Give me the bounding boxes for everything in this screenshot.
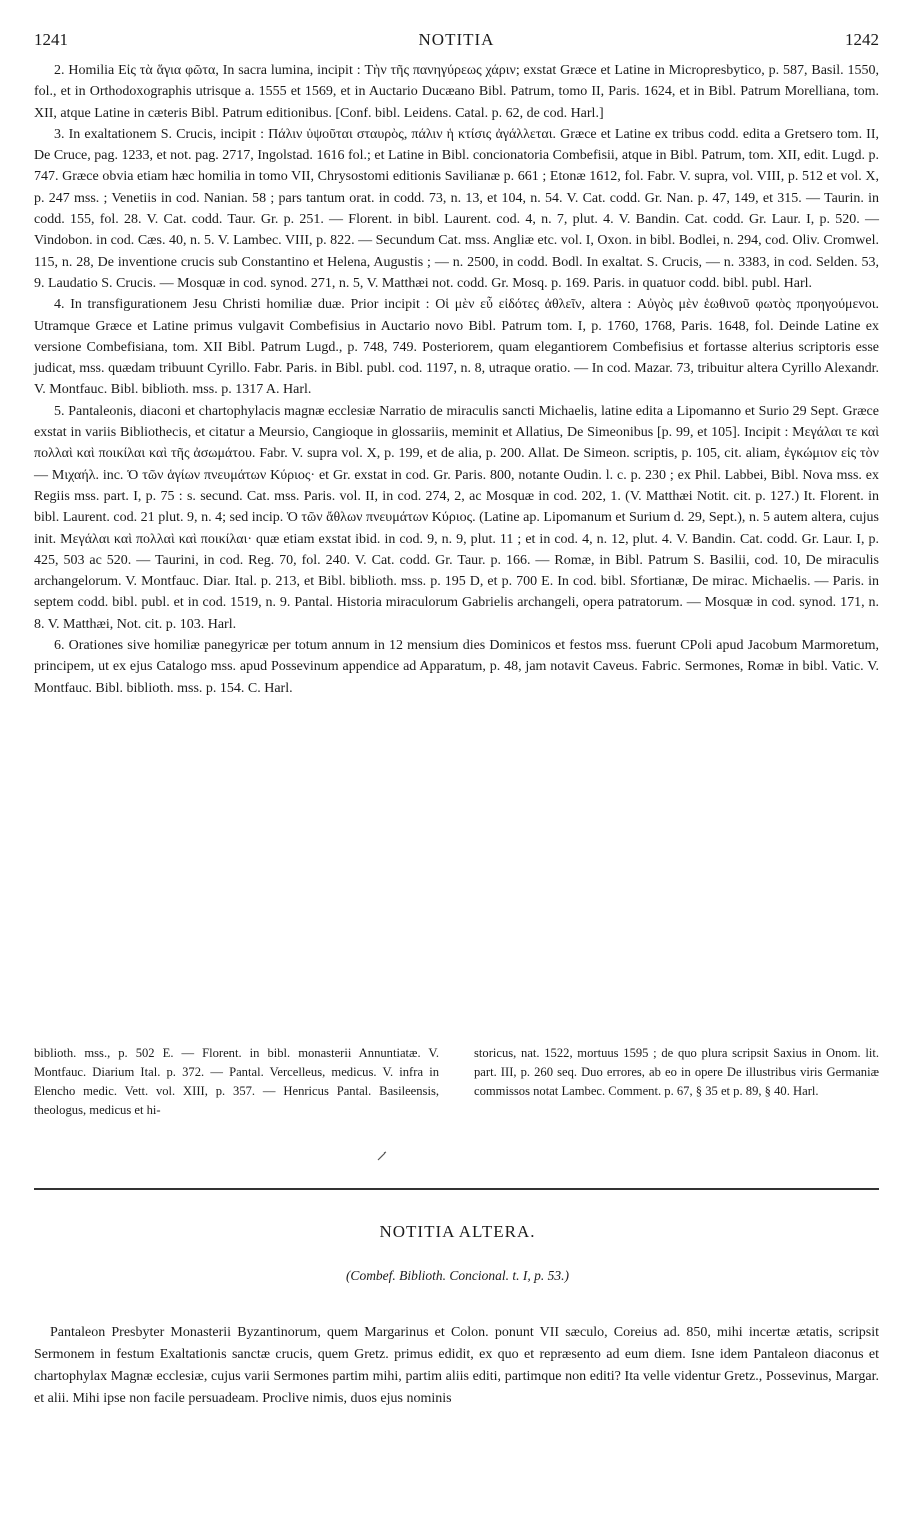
page-header [34, 30, 879, 56]
main-text [34, 60, 879, 699]
entry-3: 3. In exaltationem S. Crucis, incipit : Πάλιν ὑψοῦται σταυρὸς, πάλιν ἡ κτίσις ἀγάλλεται. Græce et Latine ex tribus codd. edita a Gretsero tom. II, De Cruce, pag. 1233, et not. pag. 2717, Ingolstad. 1616 fol.; et Latine in Bibl. concionatoria Combefisii, atque in Bibl. Patrum, tom. XII, edit. Lugd. p. 747. Græce obvia etiam hæc homilia in tomo VII, Chrysostomi editionis Savilianæ p. 661 ; Etonæ 1612, fol. Fabr. V. supra, vol. VIII, p. 512 et vol. X, p. 247 mss. ; Venetiis in cod. Nanian. 58 ; pars tantum orat. in codd. 73, n. 13, et 104, n. 54. V. Cat. codd. Gr. Nan. p. 47, 149, et 315. — Taurin. in codd. 155, fol. 28. V. Cat. codd. Taur. Gr. p. 251. — Florent. in bibl. Laurent. cod. 4, n. 7, plut. 4. V. Bandin. Cat. codd. Gr. Laur. I, p. 520. — Vindobon. in cod. Cæs. 40, n. 5. V. Lambec. VIII, p. 822. — Secundum Cat. mss. Angliæ etc. vol. I, Oxon. in bibl. Bodlei, n. 294, cod. Oliv. Cromwel. 115, n. 28, De inventione crucis sub Constantino et Helena, Augustis ; — n. 2500, in codd. Bodl. In exaltat. S. Crucis, — n. 3383, in cod. Selden. 53, 9. Laudatio S. Crucis. — Mosquæ in cod. synod. 271, n. 5, V. Matthæi not. codd. Gr. Mosq. p. 169. Paris. in quatuor codd. bibl. publ. Harl. [34, 126, 879, 291]
entry-4: 4. In transfigurationem Jesu Christi homiliæ duæ. Prior incipit : Οἱ μὲν εὖ εἰδότες ἀθλεῖν, altera : Αὐγὸς μὲν ἑωθινοῦ φωτὸς προηγούμενοι. Utramque Græce et Latine primus vulgavit Combefisius in Auctario novo Bibl. Patrum tom. I, p. 1760, 1768, Paris. 1648, fol. Deinde Latine ex versione Combefisiana, tom. XII Bibl. Patrum Lugd., p. 748, 749. Posteriorem, quam elegantiorem Combefisius et fortasse alterius scriptoris esse judicat, mss. quædam tribuunt Cyrillo. Fabr. Paris. in Bibl. publ. cod. 1197, n. 8, utraque oratio. — In cod. Mazar. 73, tribuitur altera Cyrillo Alexandr. V. Montfauc. Bibl. biblioth. mss. p. 1317 A. Harl. [34, 297, 879, 398]
footnote-left-column: biblioth. mss., p. 502 E. — Florent. in bibl. monasterii Annuntiatæ. V. Montfauc. Diarium Ital. p. 372. — Pantal. Vercelleus, medicus. V. infra in Elencho medic. Vett. vol. XIII, p. 357. — Henricus Pantal. Basileensis, theologus, medicus et hi- [34, 1046, 439, 1117]
entry-5: 5. Pantaleonis, diaconi et chartophylacis magnæ ecclesiæ Narratio de miraculis sancti Michaelis, latine edita a Lipomanno et Surio 29 Sept. Græce exstat in variis Bibliothecis, et citatur a Meursio, Cangioque in glossariis, meminit et Allatius, De Simeonibus [p. 99, et 105]. Incipit : Μεγάλαι τε καὶ πολλαὶ καὶ ποικίλαι καὶ τῆς ἀσωμάτου. Fabr. V. supra vol. X, p. 199, et de alia, p. 200. Allat. De Simeon. scriptis, p. 105, cit. aliam, ἐγκώμιον εἰς τὸν — Μιχαήλ. inc. Ὁ τῶν ἁγίων πνευμάτων Κύριος· et Gr. exstat in cod. Gr. Paris. 800, notante Oudin. l. c. p. 230 ; ex Phil. Labbei, Bibl. Nova mss. ex Regiis mss. part. I, p. 75 : s. secund. Cat. mss. Paris. vol. II, in cod. 274, 2, ac Mosquæ in cod. 202, 1. (V. Matthæi Notit. cit. p. 127.) It. Florent. in bibl. Laurent. cod. 21 plut. 9, n. 4; sed incip. Ὁ τῶν ἄθλων πνευμάτων Κύριος. (Latine ap. Lipomanum et Surium d. 29, Sept.), n. 5 autem altera, cujus init. Μεγάλαι καὶ πολλαὶ καὶ ποικίλαι· quæ etiam exstat ibid. in cod. 9, n. 9, plut. 11 ; et in cod. 4, n. 12, plut. 4. V. Bandin. Cat. codd. Gr. Laur. I, p. 425, 503 ac 520. — Taurini, in cod. Reg. 70, fol. 240. V. Cat. codd. Gr. Taur. p. 166. — Romæ, in Bibl. Patrum S. Basilii, cod. 10, De miraculis archangelorum. V. Montfauc. Diar. Ital. p. 213, et Bibl. biblioth. mss. p. 195 D, et p. 700 E. In cod. bibl. Sfortianæ, De mirac. Michaelis. — Paris. in septem codd. bibl. publ. et in cod. 1519, n. 9. Pantal. Historia miraculorum Gabrielis archangeli, opera patratorum. — Mosquæ in cod. synod. 171, n. 8. V. Matthæi, Not. cit. p. 103. Harl. [34, 403, 879, 632]
running-title: NOTITIA [418, 30, 495, 49]
section-source: (Combef. Biblioth. Concional. t. I, p. 53.) [345, 1268, 570, 1283]
footnote-right-column: storicus, nat. 1522, mortuus 1595 ; de quo plura scripsit Saxius in Onom. lit. part. III, p. 260 seq. Duo errores, ab eo in opere De illustribus viris Germaniæ commissos notat Lambec. Comment. p. 67, § 35 et p. 89, § 40. Harl. [474, 1046, 879, 1098]
column-number-left: 1241 [34, 30, 68, 49]
column-number-right: 1242 [845, 30, 879, 49]
section-body: Pantaleon Presbyter Monasterii Byzantinorum, quem Margarinus et Colon. ponunt VII sæculo, Coreius ad. 850, mihi incertæ ætatis, scripsit Sermonem in festum Exaltationis sanctæ crucis, quem Gretz. primus edidit, ex quo et repræsento ad eum diem. Isne idem Pantaleon diaconus et chartophylax Magnæ ecclesiæ, cujus varii Sermones partim mihi, partim aliis editi, partimque non editi? Ita velle videntur Gretz., Possevinus, Margar. et alii. Mihi ipse non facile persuadeam. Proclive nimis, duos ejus nominis [34, 1325, 879, 1406]
section-divider [34, 1188, 879, 1190]
entry-2: 2. Homilia Εἰς τὰ ἅγια φῶτα, In sacra lumina, incipit : Τὴν τῆς πανηγύρεως χάριν; exstat Græce et Latine in Microρresbytico, p. 587, Basil. 1550, fol., et in Orthodoxographis utrisque a. 1555 et 1569, et in Auctario Ducæano Bibl. Patrum, tomo II, Paris. 1624, et in Bibl. Patrum Morelliana, tom. XII, atque Latine in cæteris Bibl. Patrum editionibus. [Conf. bibl. Leidens. Catal. p. 62, de cod. Harl.] [34, 63, 879, 121]
stray-mark [376, 1150, 388, 1166]
section-title: NOTITIA ALTERA. [379, 1222, 536, 1241]
entry-6: 6. Orationes sive homiliæ panegyricæ per totum annum in 12 mensium dies Dominicos et festos mss. fuerunt CPoli apud Jacobum Marmoretum, principem, ut ex ejus Catalogo mss. apud Possevinum appendice ad Apparatum, p. 48, jam notavit Caveus. Fabric. Sermones, Romæ in bibl. Vatic. V. Montfauc. Bibl. biblioth. mss. p. 154. C. Harl. [34, 638, 879, 696]
